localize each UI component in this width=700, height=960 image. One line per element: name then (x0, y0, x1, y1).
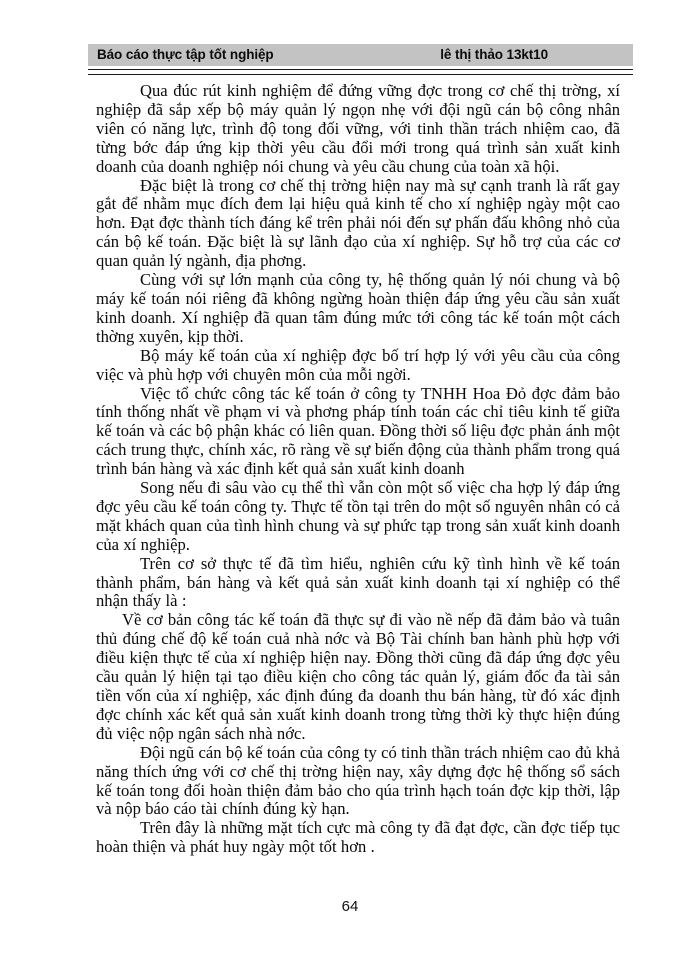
paragraph: Trên đây là những mặt tích cực mà công ty đã đạt đợc, cần đợc tiếp tục hoàn thiện và phát huy ngày một tốt hơn . (96, 818, 620, 857)
paragraph: Bộ máy kế toán của xí nghiệp đợc bố trí hợp lý với yêu cầu của công việc và phù hợp với chuyên môn của mỗi ngời. (96, 345, 620, 384)
paragraph: Đặc biệt là trong cơ chế thị trờng hiện nay mà sự cạnh tranh là rất gay gắt để nhằm mục đích đem lại hiệu quả kinh tế cho xí nghiệp ngày một cao hơn. Đạt đợc thành tích đáng kể trên phải nói đến sự phấn đấu không nhỏ của cán bộ kế toán. Đặc biệt là sự lãnh đạo của xí nghiệp. Sự hỗ trợ của các cơ quan quản lý ngành, địa phơng. (96, 175, 620, 271)
paragraph: Việc tổ chức công tác kế toán ở công ty TNHH Hoa Đỏ đợc đảm bảo tính thống nhất về phạm vi và phơng pháp tính toán các chỉ tiêu kinh tế giữa kế toán và các bộ phận khác có liên quan. Đồng thời số liệu đợc phản ánh một cách trung thực, chính xác, rõ ràng về sự biến động của thành phẩm trong quá trình bán hàng và xác định kết quả sản xuất kinh doanh (96, 383, 620, 479)
header-author: lê thị thảo 13kt10 (440, 47, 548, 63)
paragraph: Qua đúc rút kinh nghiệm để đứng vững đợc trong cơ chế thị trờng, xí nghiệp đã sắp xếp bộ máy quản lý ngọn nhẹ với đội ngũ cán bộ công nhân viên có năng lực, trình độ tong đối vững, với tinh thần trách nhiệm cao, đã từng bớc đáp ứng kịp thời yêu cầu đổi mới trong quá trình sản xuất kinh doanh của doanh nghiệp nói chung và yêu cầu chung của toàn xã hội. (96, 81, 620, 176)
header-band (88, 44, 633, 66)
header-title: Báo cáo thực tập tốt nghiệp (97, 47, 274, 63)
paragraph: Về cơ bản công tác kế toán đã thực sự đi vào nề nếp đã đảm bảo và tuân thủ đúng chế độ kế toán cuả nhà nớc và Bộ Tài chính ban hành phù hợp với điều kiện thực tế của xí nghiệp hiện nay. Đồng thời cũng đã đáp ứng đợc yêu cầu quản lý hiện tại tạo điều kiện cho công tác quản lý, giám đốc đa tài sản tiền vốn của xí nghiệp, xác định đúng đa doanh thu bán hàng, từ đó xác định đợc chính xác kết quả sản xuất kinh doanh trong từng thời kỳ thực hiện đúng đủ việc nộp ngân sách nhà nớc. (96, 610, 620, 743)
paragraph: Trên cơ sở thực tế đã tìm hiểu, nghiên cứu kỹ tình hình về kế toán thành phẩm, bán hàng và kết quả sản xuất kinh doanh tại xí nghiệp có thể nhận thấy là : (96, 553, 620, 611)
body-text (96, 82, 620, 857)
paragraph: Đội ngũ cán bộ kế toán của công ty có tinh thần trách nhiệm cao đủ khả năng thích ứng với cơ chế thị trờng hiện nay, xây dựng đợc hệ thống sổ sách kế toán tong đối hoàn thiện đảm bảo cho qúa trình hạch toán đợc kịp thời, lập và nộp báo cáo tài chính đúng kỳ hạn. (96, 742, 620, 819)
paragraph: Song nếu đi sâu vào cụ thể thì vẫn còn một số việc cha hợp lý đáp ứng đợc yêu cầu kế toán công ty. Thực tế tồn tại trên do một số nguyên nhân có cả mặt khách quan của tình hình chung và sự phức tạp trong sản xuất kinh doanh của xí nghiệp. (96, 478, 620, 554)
header-divider-rule (88, 69, 633, 75)
running-header (88, 44, 633, 75)
page-number: 64 (341, 898, 359, 915)
paragraph: Cùng với sự lớn mạnh của công ty, hệ thống quản lý nói chung và bộ máy kế toán nói riêng đã không ngừng hoàn thiện đáp ứng yêu cầu sản xuất kinh doanh. Xí nghiệp đã quan tâm đúng mức tới công tác kế toán một cách thờng xuyên, kịp thời. (96, 270, 620, 346)
